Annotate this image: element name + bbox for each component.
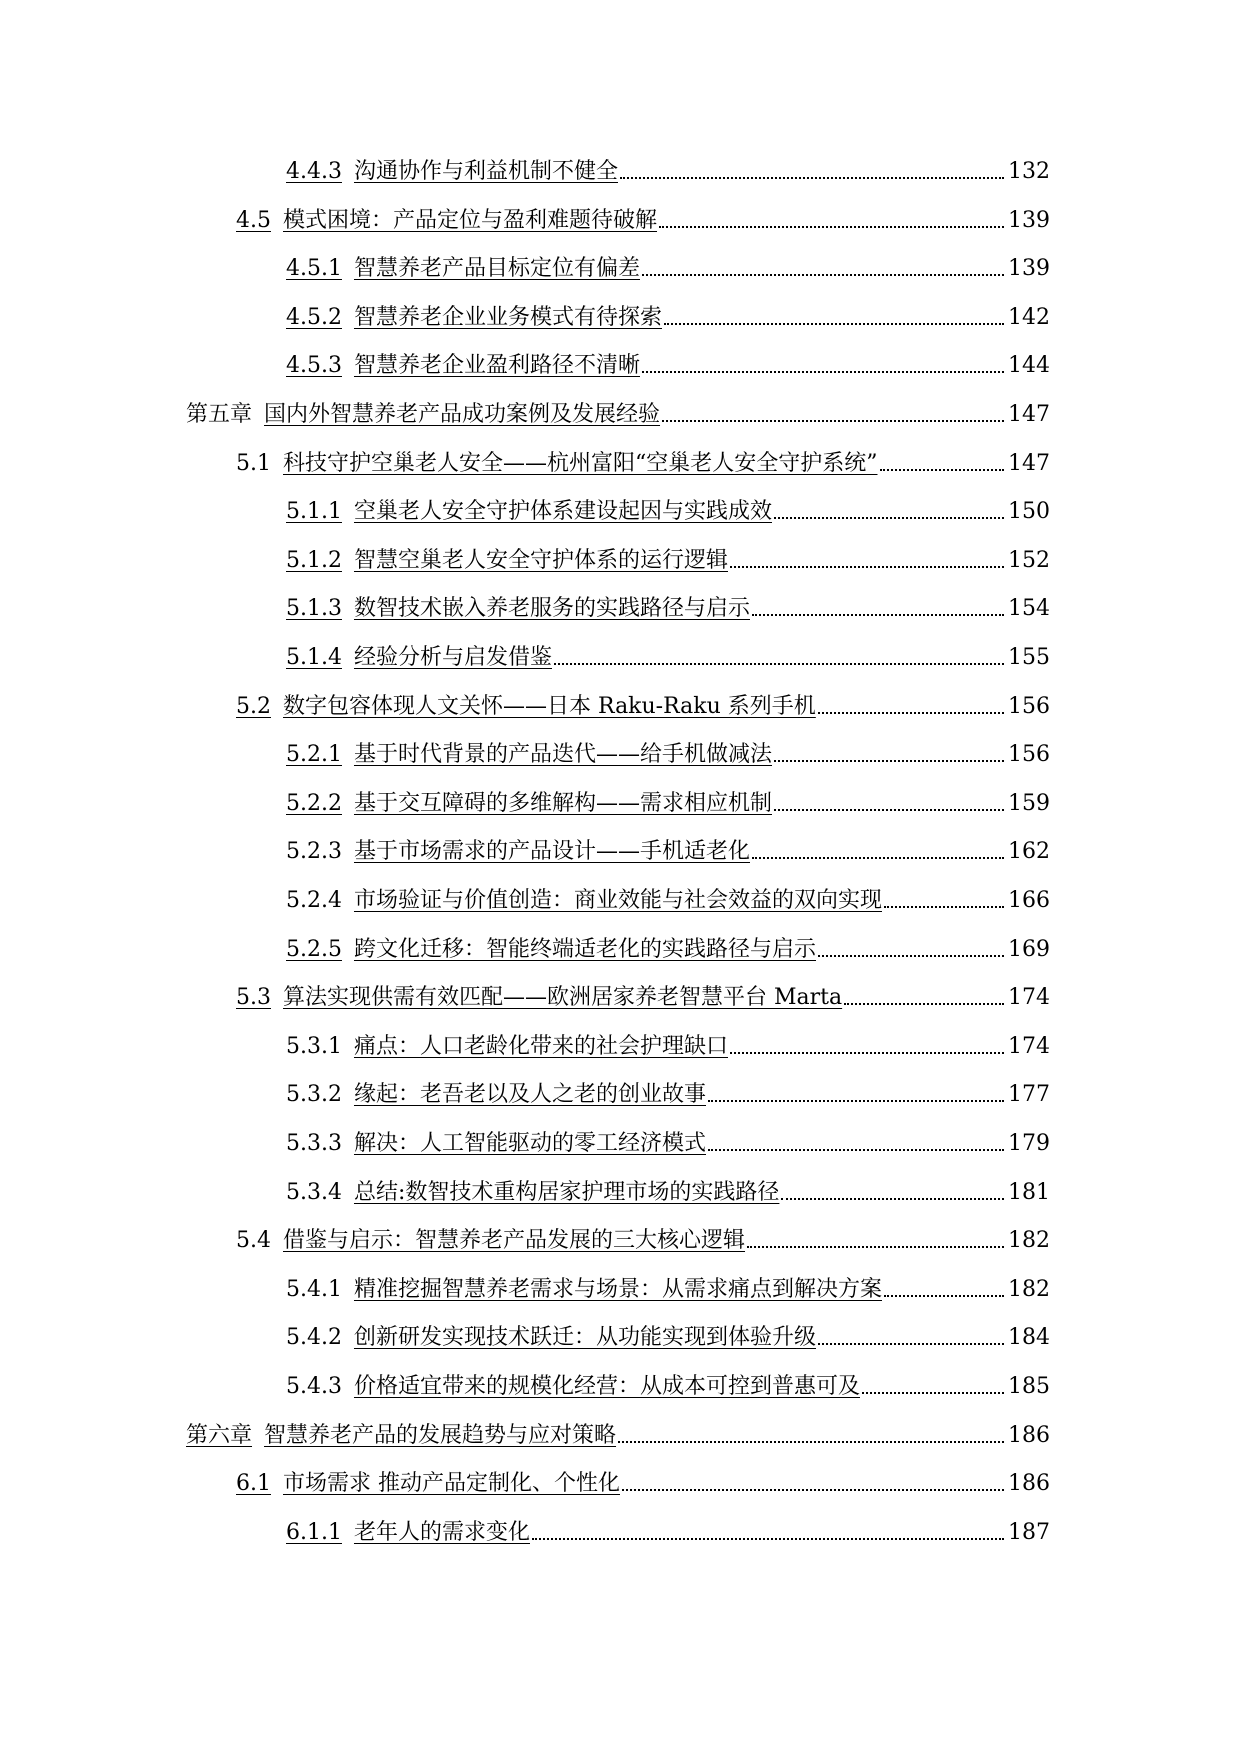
toc-entry-page-number: 177 (1008, 1082, 1050, 1107)
toc-entry-page-number: 182 (1008, 1277, 1050, 1302)
toc-entry-number: 5.2 (236, 694, 271, 719)
toc-entry[interactable] (236, 201, 1048, 235)
dot-leader (774, 809, 1004, 811)
toc-entry-page-number: 159 (1008, 791, 1050, 816)
toc-entry-page-number: 155 (1008, 645, 1050, 670)
dot-leader (818, 1343, 1004, 1345)
toc-entry[interactable] (236, 1464, 1048, 1498)
toc-entry-number: 4.4.3 (286, 159, 342, 184)
toc-entry-page-number: 169 (1008, 937, 1050, 962)
toc-entry-page-number: 139 (1008, 256, 1050, 281)
toc-entry-number: 5.4.2 (286, 1325, 342, 1350)
toc-entry[interactable] (286, 638, 1048, 672)
toc-entry-title: 数字包容体现人文关怀——日本 Raku-Raku 系列手机 (283, 694, 816, 719)
toc-entry-number: 5.2.1 (286, 742, 342, 767)
toc-entry[interactable] (236, 687, 1048, 721)
dot-leader (708, 1149, 1004, 1151)
toc-entry-page-number: 156 (1008, 742, 1050, 767)
toc-entry-title: 基于时代背景的产品迭代——给手机做减法 (353, 742, 772, 767)
toc-entry-title: 精准挖掘智慧养老需求与场景：从需求痛点到解决方案 (353, 1277, 882, 1302)
toc-entry-page-number: 144 (1008, 353, 1050, 378)
toc-entry[interactable] (286, 1513, 1048, 1547)
toc-entry[interactable] (286, 541, 1048, 575)
dot-leader (708, 1100, 1004, 1102)
toc-entry-title: 基于市场需求的产品设计——手机适老化 (353, 839, 750, 864)
toc-entry-title: 空巢老人安全守护体系建设起因与实践成效 (353, 499, 772, 524)
dot-leader (884, 906, 1004, 908)
dot-leader (618, 1441, 1004, 1443)
toc-entry-page-number: 185 (1008, 1374, 1050, 1399)
toc-entry-number: 5.2.4 (286, 888, 342, 913)
toc-entry-page-number: 147 (1008, 402, 1050, 427)
toc-entry-page-number: 142 (1008, 305, 1050, 330)
toc-entry-page-number: 186 (1008, 1423, 1050, 1448)
toc-entry[interactable] (236, 444, 1048, 478)
dot-leader (659, 226, 1004, 228)
toc-entry[interactable] (286, 298, 1048, 332)
toc-entry-number: 5.1 (236, 451, 271, 476)
toc-entry-page-number: 139 (1008, 208, 1050, 233)
toc-entry-title: 算法实现供需有效匹配——欧洲居家养老智慧平台 Marta (283, 985, 843, 1010)
dot-leader (662, 420, 1004, 422)
toc-entry[interactable] (186, 1416, 1048, 1450)
toc-entry[interactable] (286, 152, 1048, 186)
toc-entry-number: 4.5 (236, 208, 271, 233)
toc-entry-title: 智慧养老产品的发展趋势与应对策略 (264, 1423, 617, 1448)
toc-entry[interactable] (286, 492, 1048, 526)
toc-entry-number: 5.2.2 (286, 791, 342, 816)
toc-entry-number: 5.3.2 (286, 1082, 342, 1107)
toc-entry-page-number: 162 (1008, 839, 1050, 864)
toc-entry-title: 智慧空巢老人安全守护体系的运行逻辑 (353, 548, 728, 573)
dot-leader (774, 517, 1004, 519)
toc-entry-number: 5.4.1 (286, 1277, 342, 1302)
toc-entry-number: 5.2.5 (286, 937, 342, 962)
dot-leader (884, 1295, 1004, 1297)
toc-entry[interactable] (286, 1075, 1048, 1109)
toc-entry-number: 4.5.2 (286, 305, 342, 330)
toc-entry-title: 智慧养老产品目标定位有偏差 (353, 256, 640, 281)
dot-leader (774, 760, 1004, 762)
dot-leader (532, 1538, 1004, 1540)
toc-entry-page-number: 187 (1008, 1520, 1050, 1545)
toc-entry-page-number: 181 (1008, 1180, 1050, 1205)
toc-entry[interactable] (286, 1124, 1048, 1158)
toc-entry-title: 基于交互障碍的多维解构——需求相应机制 (353, 791, 772, 816)
toc-entry-number: 5.4.3 (286, 1374, 342, 1399)
dot-leader (664, 323, 1004, 325)
toc-entry-title: 价格适宜带来的规模化经营：从成本可控到普惠可及 (353, 1374, 860, 1399)
toc-entry-number: 5.2.3 (286, 839, 342, 864)
toc-entry[interactable] (236, 1221, 1048, 1255)
toc-entry-number: 5.3.1 (286, 1034, 342, 1059)
toc-entry[interactable] (286, 249, 1048, 283)
toc-entry-number: 4.5.1 (286, 256, 342, 281)
toc-entry[interactable] (286, 930, 1048, 964)
dot-leader (747, 1246, 1004, 1248)
dot-leader (730, 566, 1004, 568)
toc-entry-number: 5.1.1 (286, 499, 342, 524)
toc-entry-number: 5.1.2 (286, 548, 342, 573)
dot-leader (752, 857, 1004, 859)
toc-entry-page-number: 166 (1008, 888, 1050, 913)
toc-entry-number: 5.3.3 (286, 1131, 342, 1156)
toc-entry-number: 5.1.3 (286, 596, 342, 621)
dot-leader (752, 614, 1004, 616)
toc-entry-page-number: 184 (1008, 1325, 1050, 1350)
dot-leader (622, 1489, 1004, 1491)
toc-entry-title: 市场验证与价值创造：商业效能与社会效益的双向实现 (353, 888, 882, 913)
toc-entry-title: 跨文化迁移：智能终端适老化的实践路径与启示 (353, 937, 816, 962)
toc-entry-title: 经验分析与启发借鉴 (353, 645, 552, 670)
dot-leader (554, 663, 1004, 665)
dot-leader (642, 274, 1004, 276)
dot-leader (862, 1392, 1004, 1394)
toc-entry-number: 5.3.4 (286, 1180, 342, 1205)
toc-entry-title: 老年人的需求变化 (353, 1520, 530, 1545)
toc-entry-title: 数智技术嵌入养老服务的实践路径与启示 (353, 596, 750, 621)
toc-entry[interactable] (286, 735, 1048, 769)
toc-entry-title: 借鉴与启示：智慧养老产品发展的三大核心逻辑 (283, 1228, 746, 1253)
toc-entry[interactable] (286, 784, 1048, 818)
toc-entry[interactable] (286, 1027, 1048, 1061)
toc-entry-page-number: 132 (1008, 159, 1050, 184)
toc-entry-title: 市场需求 推动产品定制化、个性化 (283, 1471, 620, 1496)
toc-entry-title: 国内外智慧养老产品成功案例及发展经验 (264, 402, 661, 427)
toc-entry-page-number: 179 (1008, 1131, 1050, 1156)
toc-entry-number: 4.5.3 (286, 353, 342, 378)
toc-entry-page-number: 174 (1008, 1034, 1050, 1059)
toc-entry-number: 6.1 (236, 1471, 271, 1496)
toc-entry-title: 总结:数智技术重构居家护理市场的实践路径 (353, 1180, 780, 1205)
toc-entry-page-number: 182 (1008, 1228, 1050, 1253)
toc-entry-page-number: 152 (1008, 548, 1050, 573)
toc-entry-number: 6.1.1 (286, 1520, 342, 1545)
toc-entry-page-number: 156 (1008, 694, 1050, 719)
toc-entry-title: 创新研发实现技术跃迁：从功能实现到体验升级 (353, 1325, 816, 1350)
toc-entry-title: 解决：人工智能驱动的零工经济模式 (353, 1131, 706, 1156)
toc-entry-page-number: 147 (1008, 451, 1050, 476)
toc-entry[interactable] (286, 1173, 1048, 1207)
toc-entry[interactable] (186, 395, 1048, 429)
dot-leader (781, 1198, 1004, 1200)
dot-leader (642, 371, 1004, 373)
toc-entry[interactable] (286, 1318, 1048, 1352)
toc-entry-title: 沟通协作与利益机制不健全 (353, 159, 618, 184)
toc-entry-page-number: 186 (1008, 1471, 1050, 1496)
toc-entry[interactable] (236, 978, 1048, 1012)
toc-entry-number: 第六章 (186, 1423, 253, 1448)
toc-entry[interactable] (286, 1367, 1048, 1401)
toc-entry-page-number: 150 (1008, 499, 1050, 524)
dot-leader (844, 1003, 1004, 1005)
toc-entry-title: 痛点：人口老龄化带来的社会护理缺口 (353, 1034, 728, 1059)
toc-entry-title: 智慧养老企业盈利路径不清晰 (353, 353, 640, 378)
dot-leader (818, 955, 1004, 957)
toc-entry-page-number: 154 (1008, 596, 1050, 621)
toc-entry[interactable] (286, 832, 1048, 866)
toc-entry-number: 5.4 (236, 1228, 271, 1253)
toc-entry-number: 第五章 (186, 402, 253, 427)
toc-entry-page-number: 174 (1008, 985, 1050, 1010)
toc-entry[interactable] (286, 881, 1048, 915)
toc-entry-number: 5.3 (236, 985, 271, 1010)
toc-entry-title: 科技守护空巢老人安全——杭州富阳“空巢老人安全守护系统” (283, 451, 878, 476)
dot-leader (730, 1052, 1004, 1054)
toc-entry-title: 缘起：老吾老以及人之老的创业故事 (353, 1082, 706, 1107)
toc-entry[interactable] (286, 1270, 1048, 1304)
toc-entry-number: 5.1.4 (286, 645, 342, 670)
toc-entry[interactable] (286, 346, 1048, 380)
toc-entry-title: 智慧养老企业业务模式有待探索 (353, 305, 662, 330)
dot-leader (818, 712, 1004, 714)
toc-entry[interactable] (286, 589, 1048, 623)
toc-entry-title: 模式困境：产品定位与盈利难题待破解 (283, 208, 658, 233)
dot-leader (880, 469, 1005, 471)
dot-leader (620, 177, 1004, 179)
